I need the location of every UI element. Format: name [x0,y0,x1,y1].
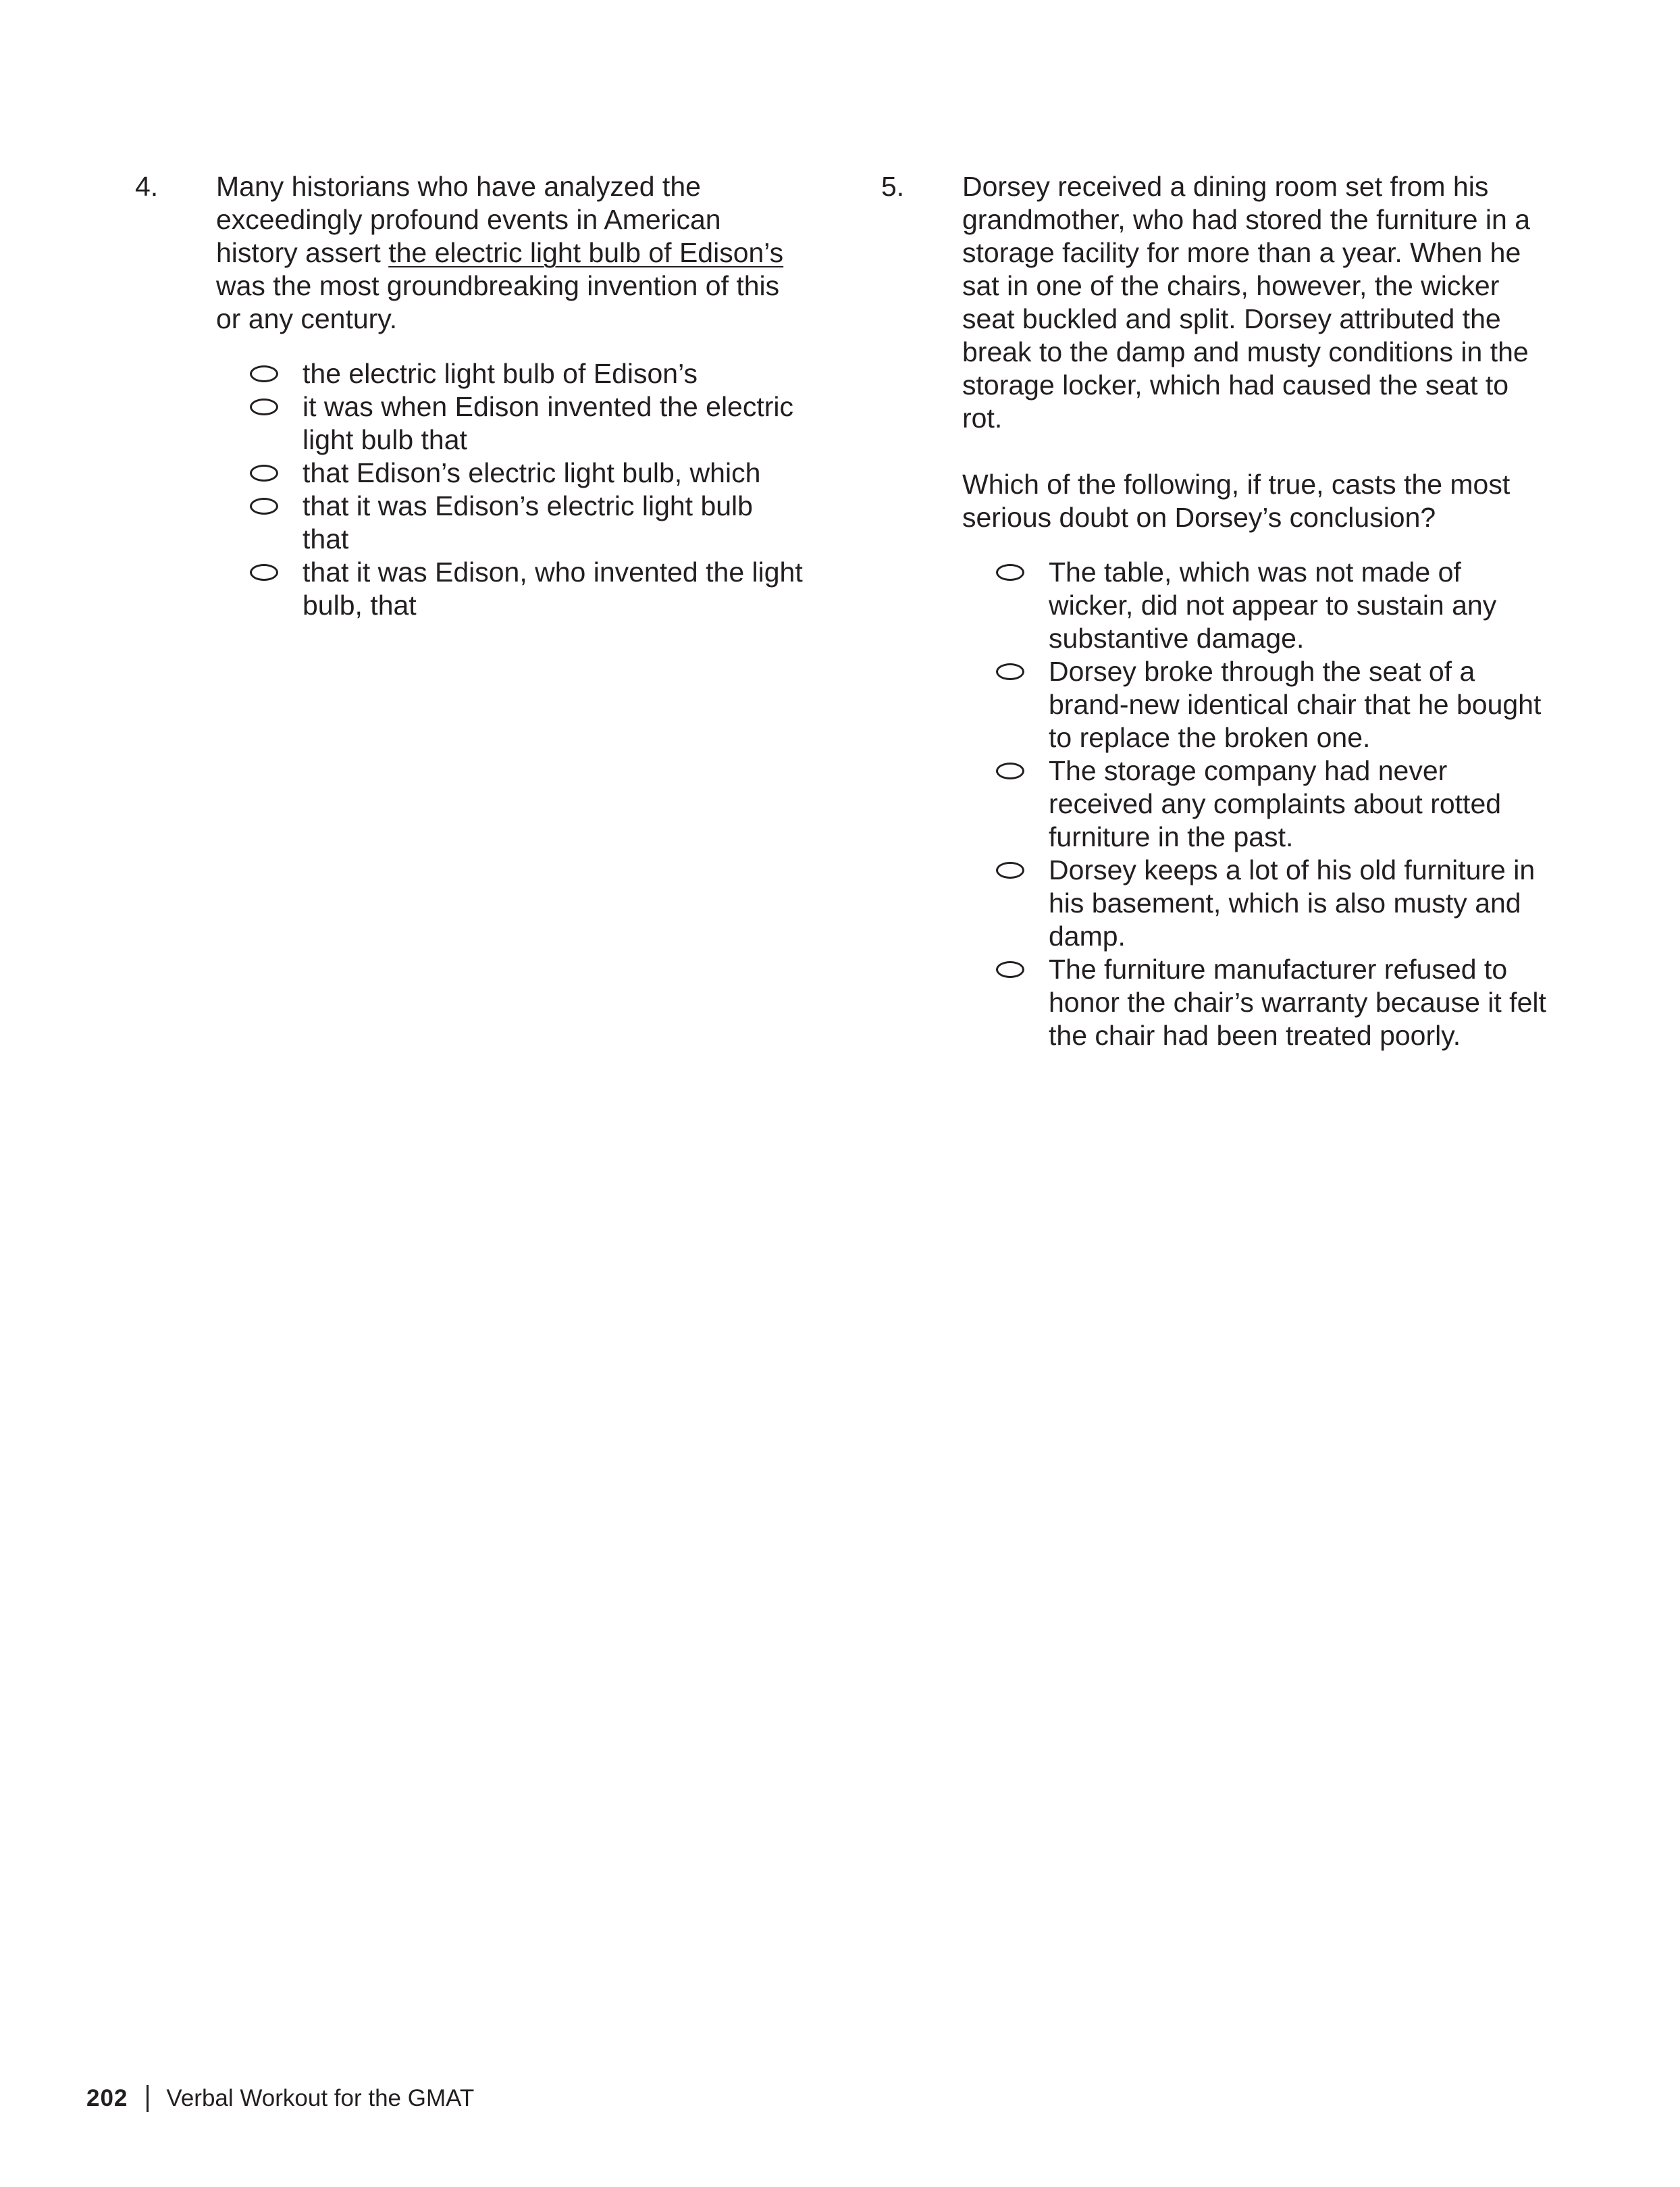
question-4-choices [250,357,804,622]
question-5-choices [996,556,1550,1052]
radio-oval-icon[interactable] [250,498,278,515]
answer-choice[interactable] [996,953,1550,1052]
answer-choice[interactable] [996,754,1550,854]
question-4-stem [216,170,804,336]
question-5 [881,170,1550,1052]
answer-choice[interactable] [250,556,804,622]
question-5-passage: Dorsey received a dining room set from his grandmother, who had stored the furniture in a storage facility for more than a year. When he sat in one of the chairs, however, the wicker seat buckled and split. Dorsey attributed the break to the damp and musty conditions in the storage locker, which had caused the seat to rot. [962,171,1531,434]
radio-oval-icon[interactable] [250,365,278,382]
answer-choice[interactable] [996,655,1550,754]
answer-choice-text: that it was Edison, who invented the light bulb, that [303,557,803,621]
footer-book-title: Verbal Workout for the GMAT [166,2085,475,2111]
answer-choice-text: it was when Edison invented the electric light bulb that [303,391,794,455]
answer-choice[interactable] [996,556,1550,655]
footer-divider [147,2085,149,2112]
answer-choice-text: that it was Edison’s electric light bulb that [303,490,753,555]
answer-choice-text: The furniture manufacturer refused to honor the chair’s warranty because it felt the chair had been treated poorly. [1049,954,1546,1051]
answer-choice[interactable] [250,457,804,490]
question-4-number: 4. [135,171,159,202]
page-footer [86,2082,474,2115]
radio-oval-icon[interactable] [996,961,1024,978]
question-4-body [216,170,804,622]
answer-choice-text: the electric light bulb of Edison’s [303,358,698,389]
radio-oval-icon[interactable] [250,398,278,415]
answer-choice-text: The table, which was not made of wicker, did not appear to sustain any substantive damage. [1049,557,1497,654]
question-4-stem-after: was the most groundbreaking invention of this or any century. [216,270,780,334]
left-column [135,170,804,622]
question-5-prompt: Which of the following, if true, casts the most serious doubt on Dorsey’s conclusion? [962,469,1511,533]
answer-choice-text: Dorsey keeps a lot of his old furniture in his basement, which is also musty and damp. [1049,854,1535,952]
question-4-stem-underlined: the electric light bulb of Edison’s [388,237,784,268]
radio-oval-icon[interactable] [996,862,1024,879]
radio-oval-icon[interactable] [996,763,1024,779]
answer-choice[interactable] [250,390,804,457]
answer-choice[interactable] [996,854,1550,953]
radio-oval-icon[interactable] [250,564,278,581]
footer-page-number: 202 [86,2085,128,2111]
answer-choice-text: Dorsey broke through the seat of a brand-new identical chair that he bought to replace the broken one. [1049,656,1542,753]
question-4-stem-before: Many historians who have analyzed the exceedingly profound events in American history assert [216,171,721,268]
radio-oval-icon[interactable] [250,465,278,482]
right-column [881,170,1550,1052]
answer-choice-text: The storage company had never received any complaints about rotted furniture in the past. [1049,755,1502,852]
radio-oval-icon[interactable] [996,564,1024,581]
answer-choice[interactable] [250,490,804,556]
question-4 [135,170,804,622]
answer-choice[interactable] [250,357,804,390]
answer-choice-text: that Edison’s electric light bulb, which [303,457,761,488]
question-5-body [962,170,1550,1052]
radio-oval-icon[interactable] [996,663,1024,680]
question-5-number: 5. [881,171,905,202]
